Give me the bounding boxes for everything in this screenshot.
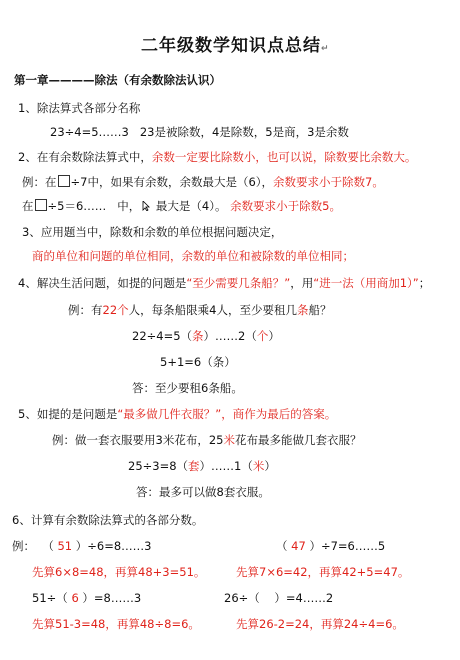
paragraph-mark-icon: ↵ <box>321 44 330 54</box>
section-6-question-2: （ 47 ）÷7=6……5 <box>276 539 386 553</box>
section-6-hint-1: 先算6×8=48，再算48+3=51。 <box>32 565 206 579</box>
section-4-example: 例：有22个人，每条船限乘4人，至少要租几条船？ <box>68 303 332 317</box>
section-5-heading: 5、如提的是问题是“最多做几件衣服？”，商作为最后的答案。 <box>18 407 337 421</box>
section-5-example: 例：做一套衣服要用3米花布，25米花布最多能做几套衣服？ <box>52 433 362 447</box>
blank-box-icon <box>58 175 70 187</box>
section-6-hint-4: 先算26-2=24，再算24÷4=6。 <box>236 617 404 631</box>
section-5-calc: 25÷3=8（套）……1（米） <box>128 459 276 473</box>
section-2-example-1: 例：在 ÷7中，如果有余数，余数最大是（6），余数要求小于除数7。 <box>22 175 384 189</box>
mouse-cursor-icon <box>142 201 150 211</box>
section-2-example-2: 在 ÷5＝6…… 中， 最大是（4）。 余数要求小于除数5。 <box>22 199 341 213</box>
section-2-rule: 2、在有余数除法算式中，余数一定要比除数小，也可以说，除数要比余数大。 <box>18 150 417 164</box>
section-1-heading: 1、除法算式各部分名称 <box>18 101 141 115</box>
section-4-answer: 答：至少要租6条船。 <box>132 381 243 395</box>
section-6-question-3: 51÷（ 6 ）=8……3 <box>32 591 142 605</box>
section-6-hint-2: 先算7×6=42，再算42+5=47。 <box>236 565 410 579</box>
section-6-heading: 6、计算有余数除法算式的各部分数。 <box>12 513 204 527</box>
section-3-rule: 商的单位和问题的单位相同，余数的单位和被除数的单位相同； <box>32 249 354 263</box>
page-title: 二年级数学知识点总结↵ <box>141 36 330 56</box>
section-1-example: 23÷4=5……3 23是被除数，4是除数，5是商，3是余数 <box>50 125 349 139</box>
section-6-hint-3: 先算51-3=48，再算48÷8=6。 <box>32 617 200 631</box>
section-4-heading: 4、解决生活问题，如提的问题是“至少需要几条船？”，用“进一法（用商加1）”； <box>18 276 431 290</box>
chapter-heading: 第一章————除法（有余数除法认识） <box>14 73 221 87</box>
section-4-calc-2: 5+1=6（条） <box>160 355 236 369</box>
blank-box-icon <box>35 199 47 211</box>
section-3-heading: 3、应用题当中，除数和余数的单位根据问题决定， <box>22 225 283 239</box>
section-6-question-1: 例： （ 51 ）÷6=8……3 <box>12 539 152 553</box>
section-4-calc-1: 22÷4=5（条）……2（个） <box>132 329 280 343</box>
section-6-question-4: 26÷（ ）=4……2 <box>224 591 334 605</box>
section-5-answer: 答：最多可以做8套衣服。 <box>136 485 270 499</box>
